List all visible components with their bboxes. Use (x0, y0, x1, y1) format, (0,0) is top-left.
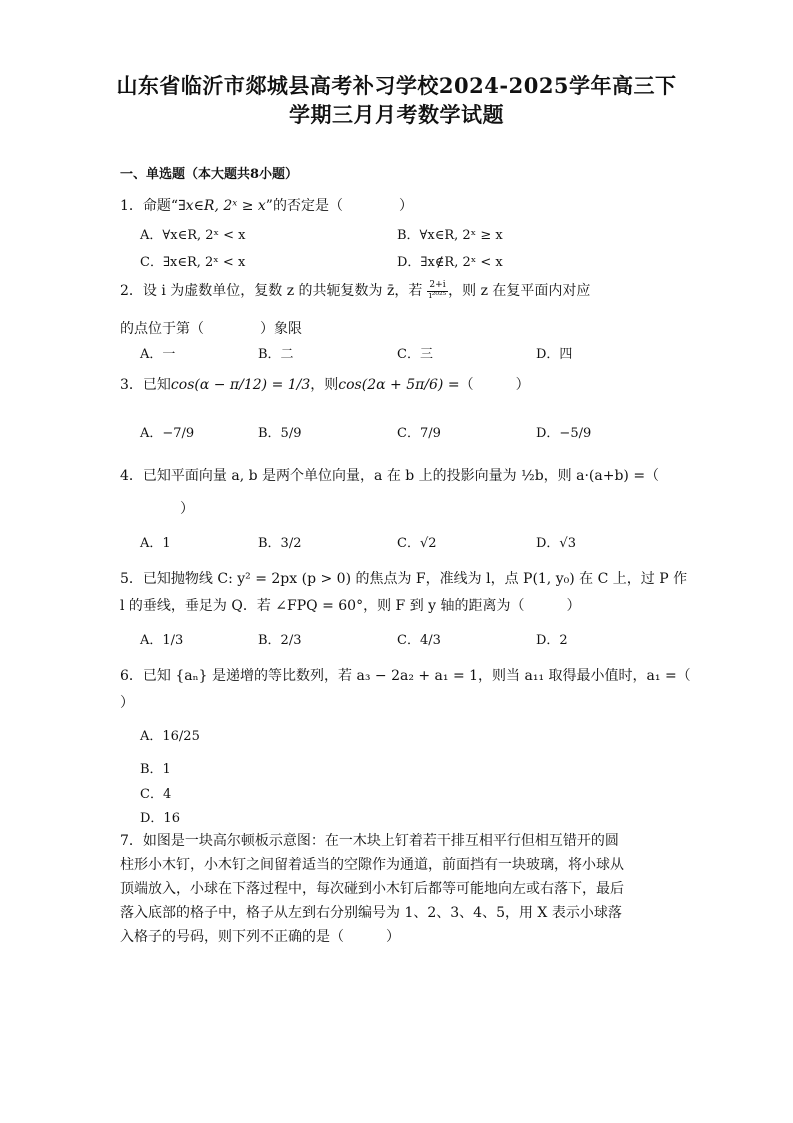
q1-option-b: B．∀x∈R, 2ˣ ≥ x (397, 228, 503, 243)
question-2-line1: 2．设 i 为虚数单位，复数 z 的共轭复数为 z̄，若 $\frac{2+i}{\text{i²⁰²⁵}}$ ，则 z 在复平面内对应 (120, 280, 591, 301)
q5-option-c: C．4/3 (397, 633, 441, 648)
q4-option-b: B．3/2 (258, 536, 302, 551)
exam-title-line1: 山东省临沂市郯城县高考补习学校2024-2025学年高三下 (116, 73, 677, 98)
q4-option-c: C．√2 (397, 536, 437, 551)
q4-option-d: D．√3 (536, 536, 576, 551)
q2-option-d: D．四 (536, 347, 573, 362)
q3-option-d: D．−5/9 (536, 426, 592, 441)
question-2-line2: 的点位于第（ ）象限 (120, 321, 302, 337)
question-7-line1: 7．如图是一块高尔顿板示意图：在一木块上钉着若干排互相平行但相互错开的圆 (120, 833, 619, 849)
q3-cos2: cos(2α + 5π/6) = (338, 377, 460, 393)
question-1-stem: 1．命题“∃x∈R, 2ˣ ≥ x”的否定是（ ） (120, 198, 413, 214)
q6-option-c: C．4 (140, 787, 172, 802)
q5-option-d: D．2 (536, 633, 568, 648)
question-6-line2: ） (120, 695, 134, 711)
q3-option-a: A．−7/9 (140, 426, 195, 441)
q1-option-d: D．∃x∉R, 2ˣ < x (397, 255, 503, 270)
section-heading: 一、单选题（本大题共8小题） (120, 167, 299, 182)
q6-option-d: D．16 (140, 811, 180, 826)
q5-option-a: A．1/3 (140, 633, 184, 648)
exam-title-line2: 学期三月月考数学试题 (289, 102, 504, 127)
question-4-line1: 4．已知平面向量 a, b 是两个单位向量，a 在 b 上的投影向量为 ½b，则 a·(a+b) =（ (120, 468, 660, 484)
q1-math: ∃x∈R, 2ˣ ≥ x (178, 198, 266, 214)
q6-option-a: A．16/25 (140, 729, 200, 744)
q1-option-a: A．∀x∈R, 2ˣ < x (140, 228, 246, 243)
question-5-line1: 5．已知抛物线 C: y² = 2px (p > 0) 的焦点为 F，准线为 l，点 P(1, y₀) 在 C 上，过 P 作 (120, 571, 688, 587)
q3-option-c: C．7/9 (397, 426, 441, 441)
q3-option-b: B．5/9 (258, 426, 302, 441)
question-6-line1: 6．已知 {aₙ} 是递增的等比数列，若 a₃ − 2a₂ + a₁ = 1，则当 a₁₁ 取得最小值时，a₁ =（ (120, 668, 691, 684)
q4-option-a: A．1 (140, 536, 171, 551)
q6-option-b: B．1 (140, 762, 171, 777)
question-5-line2: l 的垂线，垂足为 Q．若 ∠FPQ = 60°，则 F 到 y 轴的距离为（ ） (120, 598, 581, 614)
question-7-line2: 柱形小木钉，小木钉之间留着适当的空隙作为通道，前面挡有一块玻璃，将小球从 (120, 857, 624, 873)
question-3-stem: 3．已知cos(α − π/12) = 1/3，则cos(2α + 5π/6) =（ ） (120, 377, 530, 393)
q3-cos1: cos(α − π/12) = 1/3 (170, 377, 311, 393)
question-7-line5: 入格子的号码，则下列不正确的是（ ） (120, 929, 400, 945)
q5-option-b: B．2/3 (258, 633, 302, 648)
q2-fraction: $\frac{2+i}{\text{i²⁰²⁵}}$ (428, 280, 447, 301)
q2-option-c: C．三 (397, 347, 433, 362)
q2-option-b: B．二 (258, 347, 294, 362)
question-7-line4: 落入底部的格子中，格子从左到右分别编号为 1、2、3、4、5，用 X 表示小球落 (120, 905, 622, 921)
q1-option-c: C．∃x∈R, 2ˣ < x (140, 255, 246, 270)
question-7-line3: 顶端放入，小球在下落过程中，每次碰到小木钉后都等可能地向左或右落下，最后 (120, 881, 624, 897)
question-4-line2: ） (180, 501, 194, 517)
q2-option-a: A．一 (140, 347, 176, 362)
